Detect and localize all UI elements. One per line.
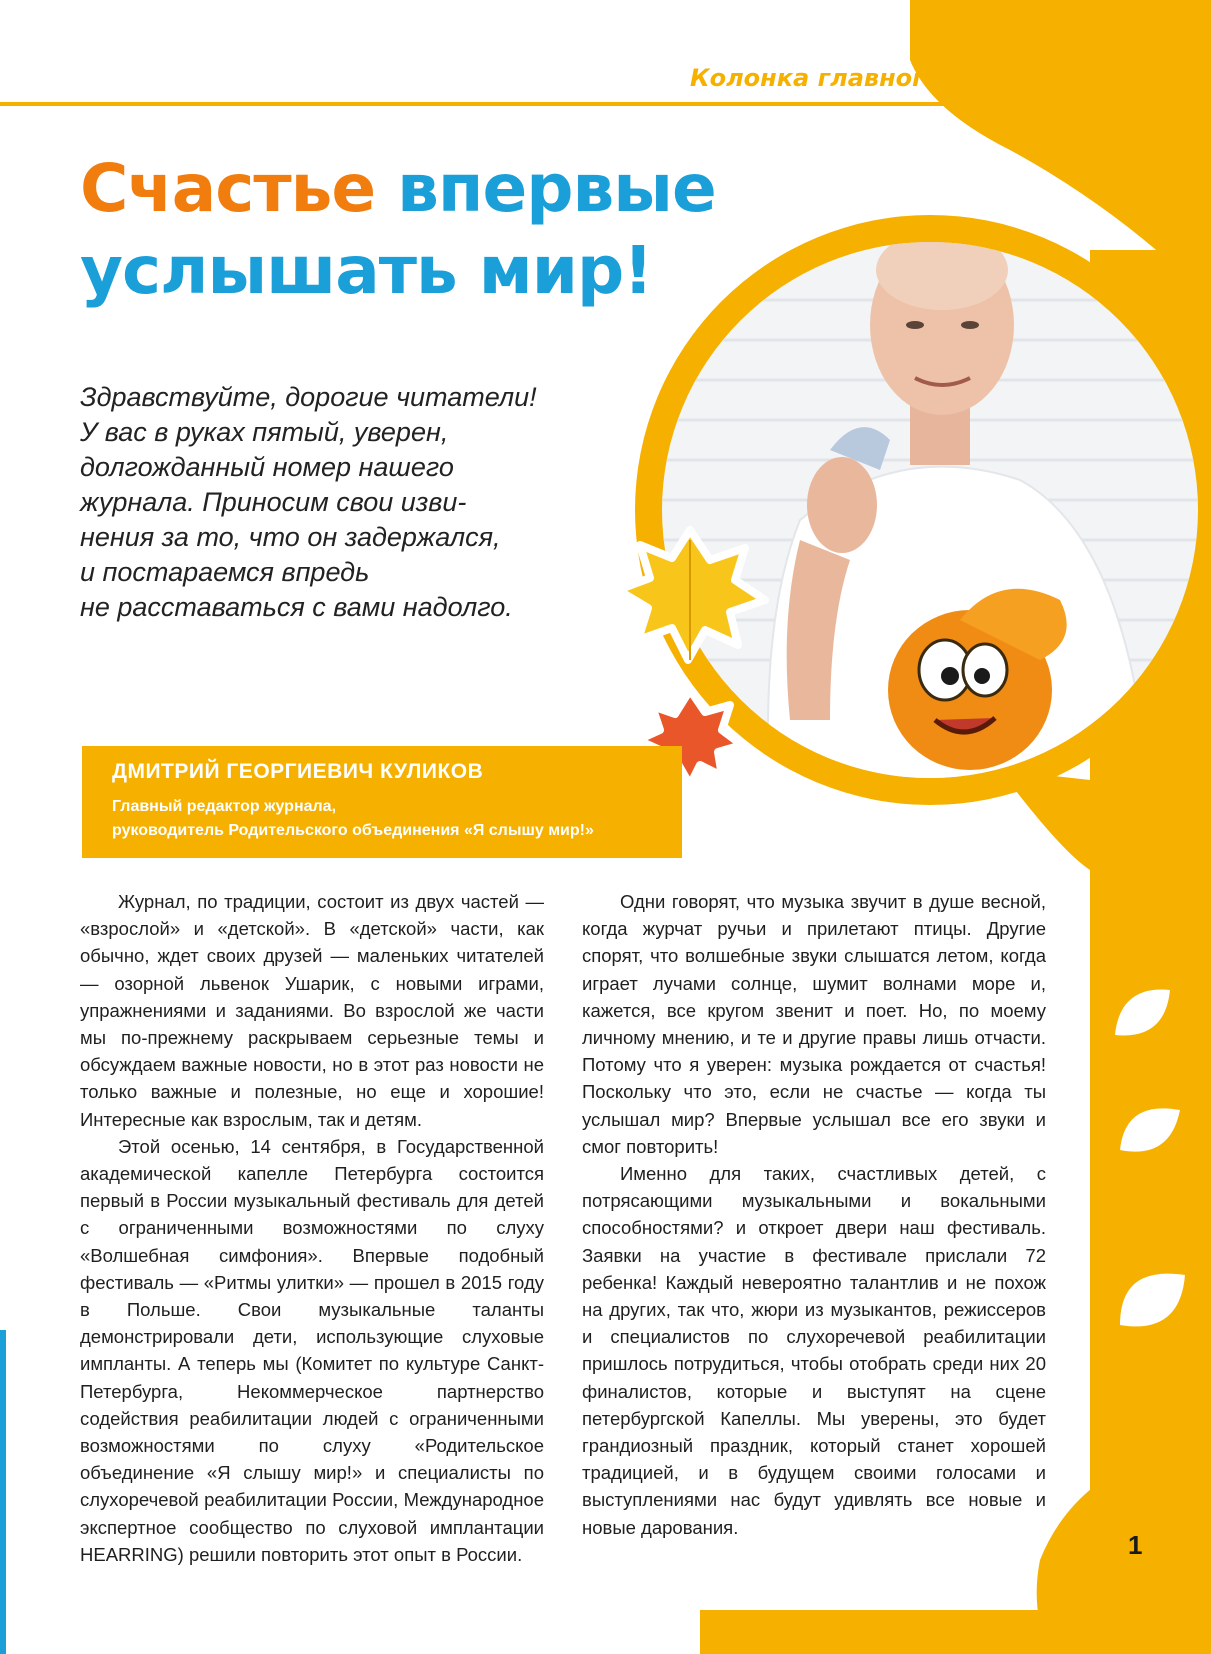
author-role: Главный редактор журнала, (112, 798, 337, 815)
page-number: 1 (1128, 1530, 1143, 1560)
intro-line: долгожданный номер нашего (80, 452, 454, 482)
body-column-right (582, 888, 1046, 1541)
intro-line: нения за то, что он задержался, (80, 522, 501, 552)
intro-text (80, 380, 600, 625)
intro-line: Здравствуйте, дорогие читатели! (80, 382, 537, 412)
intro-line: не расставаться с вами надолго. (80, 592, 513, 622)
title-part-blue-2: услышать мир! (80, 232, 653, 309)
title-part-orange: Счастье (80, 150, 376, 227)
section-label: Колонка главного редактора (690, 64, 1099, 92)
body-paragraph: Журнал, по традиции, состоит из двух частей — «взрослой» и «детской». В «детской» части, как обычно, ждет своих друзей — маленьких читателей — озорной львенок Ушарик, с новыми играми, упражнениями и заданиями. Во взрослой же части мы по-прежнему раскрываем серьезные темы и обсуждаем важные новости, но в этот раз новости не только важные и полезные, но еще и хорошие! Интересные как взрослым, так и детям. (80, 891, 544, 1130)
body-paragraph: Именно для таких, счастливых детей, с потрясающими музыкальными и вокальными способностями? и откроет двери наш фестиваль. Заявки на участие в фестивале прислали 72 ребенка! Каждый невероятно талантлив и не похож на других, так что, жюри из музыкантов, режиссеров и специалистов по слухоречевой реабилитации пришлось потрудиться, чтобы отобрать среди них 20 финалистов, которые и выступят на сцене петербургской Капеллы. Мы уверены, это будет грандиозный праздник, который станет хорошей традицией, и в будущем своими голосами и выступлениями нас будут удивлять все новые и новые дарования. (582, 1163, 1046, 1538)
title-part-blue-1: впервые (397, 150, 716, 227)
author-organization: руководитель Родительского объединения «Я слышу мир!» (112, 822, 594, 839)
header-rule (0, 102, 1211, 106)
intro-line: журнала. Приносим свои изви- (80, 487, 467, 517)
page-title (80, 148, 780, 312)
intro-line: и постараемся впредь (80, 557, 370, 587)
intro-line: У вас в руках пятый, уверен, (80, 417, 449, 447)
body-paragraph: Одни говорят, что музыка звучит в душе весной, когда журчат ручьи и прилетают птицы. Другие спорят, что волшебные звуки слышатся летом, когда играет лучами солнце, шумит волнами море и, кажется, все кругом звенит и поет. Но, по моему личному мнению, и те и другие правы лишь отчасти. Потому что я уверен: музыка рождается от счастья! Поскольку что это, если не счастье — когда ты услышал мир? Впервые услышал все его звуки и смог повторить! (582, 891, 1046, 1157)
body-column-left (80, 888, 544, 1568)
body-paragraph: Этой осенью, 14 сентября, в Государственной академической капелле Петербурга состоится первый в России музыкальный фестиваль для детей с ограниченными возможностями по слуху «Волшебная симфония». Впервые подобный фестиваль — «Ритмы улитки» — прошел в 2015 году в Польше. Свои музыкальные таланты демонстрировали дети, использующие слуховые импланты. А теперь мы (Комитет по культуре Санкт-Петербурга, Некоммерческое партнерство содействия реабилитации людей с ограниченными возможностями по слуху «Родительское объединение «Я слышу мир!» и специалисты по слухоречевой реабилитации России, Международное экспертное сообщество по слуховой имплантации HEARRING) решили повторить этот опыт в России. (80, 1135, 544, 1565)
author-name: ДМИТРИЙ ГЕОРГИЕВИЧ КУЛИКОВ (112, 760, 484, 783)
